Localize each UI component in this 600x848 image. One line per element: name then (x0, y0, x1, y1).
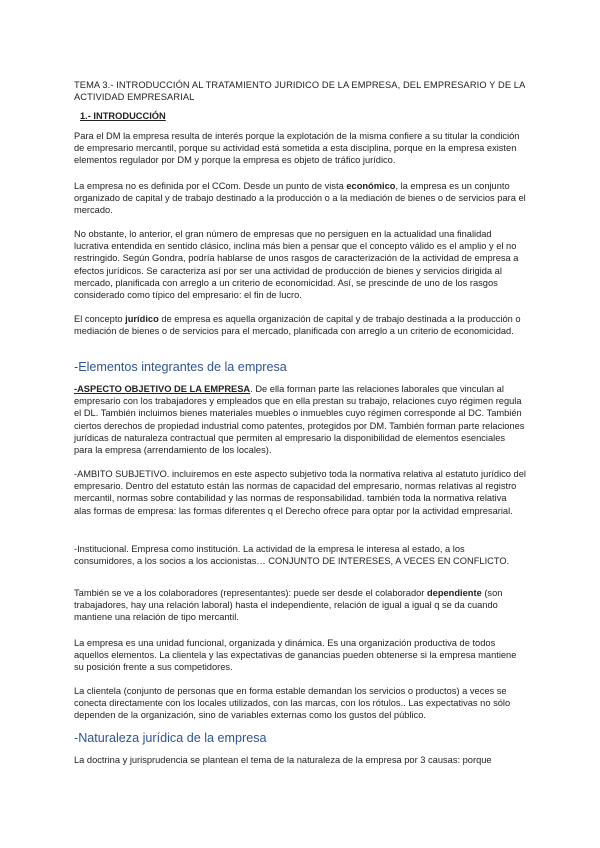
text-run: (son trabajadores, hay una relación laboral) hasta el independiente, relación de igual a igual q se da cuando mantiene una relación de tipo mercantil. (74, 588, 503, 623)
paragraph-definicion-economica (74, 180, 526, 217)
section-heading-naturaleza: -Naturaleza jurídica de la empresa (74, 731, 267, 745)
paragraph-rasgos-gondra: No obstante, lo anterior, el gran número de empresas que no persiguen en la actualidad una finalidad lucrativa entendida en sentido clásico, inclina más bien a pensar que el concepto válido es el amplio y el no restringido. Según Gondra, podría hablarse de unos rasgos de caracterización de la actividad de empresa a efectos jurídicos. Se caracteriza así por ser una actividad de producción de bienes y servicios dirigida al mercado, planificada con arreglo a un criterio de economicidad. Así, se prescinde de uno de los rasgos considerado como típico del empresario: el fin de lucro. (74, 229, 519, 301)
paragraph-ambito-subjetivo: -AMBITO SUBJETIVO. incluiremos en este aspecto subjetivo toda la normativa relativa al estatuto jurídico del empresario. Dentro del estatuto están las normas de capacidad del empresario, normas relativas al registro mercantil, normas sobre contabilidad y las normas de responsabilidad. también toda la normativa relativa alas formas de empresa: las formas diferentes q el Derecho ofrece para optar por la actividad empresarial. (74, 469, 526, 516)
section-heading-introduccion (80, 110, 532, 122)
document-title: TEMA 3.- INTRODUCCIÓN AL TRATAMIENTO JURIDICO DE LA EMPRESA, DEL EMPRESARIO Y DE LA ACTIVIDAD EMPRESARIAL (74, 80, 525, 103)
text-run: de empresa es aquella organización de capital y de trabajo destinada a la producción o mediación de bienes o de servicios para el mercado, planificada con arreglo a un criterio de economicidad. (74, 314, 521, 337)
emphasis-economico: económico (346, 181, 396, 191)
paragraph-definicion-juridica (74, 313, 526, 337)
text-run: También se ve a los colaboradores (representantes): puede ser desde el colaborador (74, 588, 427, 598)
text-run: . De ella forman parte las relaciones laborales que vinculan al empresario con los trabajadores y empleados que en ella prestan su trabajo, relaciones cuyo régimen regula el DL. También incluimos bienes materiales muebles o inmuebles cuyo régimen corresponde al DC. También ciertos derechos de propiedad industrial como patentes, protegidos por DM. También forman parte relaciones jurídicas de naturaleza contractual que permiten al empresario la disponibilidad de elementos esenciales para la empresa (arrendamiento de los locales). (74, 384, 525, 456)
section-heading-text: 1.- INTRODUCCIÓN (80, 111, 166, 121)
text-run: El concepto (74, 314, 126, 324)
paragraph-colaboradores (74, 587, 526, 624)
emphasis-juridico: jurídico (125, 314, 159, 324)
paragraph-clientela: La clientela (conjunto de personas que en forma estable demandan los servicios o productos) a veces se conecta directamente con los locales utilizados, con las marcas, con los rótulos.. Las expectativas no sólo dependen de la organización, sino de variables externas como los gustos del público. (74, 686, 511, 721)
text-run: , la empresa es un conjunto organizado de capital y de trabajo destinado a la producción o a la mediación de bienes o de servicios para el mercado. (74, 181, 526, 216)
paragraph-interes-dm: Para el DM la empresa resulta de interés porque la explotación de la misma confiere a su titular la condición de empresario mercantil, porque su actividad está sometida a esta disciplina, porque en la empresa existen elementos regulador por DM y porque la empresa es objeto de tráfico jurídico. (74, 131, 520, 166)
paragraph-doctrina: La doctrina y jurisprudencia se plantean el tema de la naturaleza de la empresa por 3 causas: porque (74, 755, 492, 765)
paragraph-unidad-funcional: La empresa es una unidad funcional, organizada y dinámica. Es una organización productiva de todos aquellos elementos. La clientela y las expectativas de ganancias pueden obtenerse si la empresa mantiene su posición frente a sus competidores. (74, 638, 517, 673)
paragraph-institucional: -Institucional. Empresa como institución. La actividad de la empresa le interesa al estado, a los consumidores, a los socios a los accionistas… CONJUNTO DE INTERESES, A VECES EN CONFLICTO. (74, 544, 510, 567)
section-heading-elementos: -Elementos integrantes de la empresa (74, 360, 287, 374)
emphasis-dependiente: dependiente (426, 588, 482, 598)
text-run: La empresa no es definida por el CCom. Desde un punto de vista (74, 181, 347, 191)
paragraph-aspecto-objetivo (74, 383, 526, 456)
emphasis-aspecto-objetivo: -ASPECTO OBJETIVO DE LA EMPRESA (74, 384, 251, 394)
